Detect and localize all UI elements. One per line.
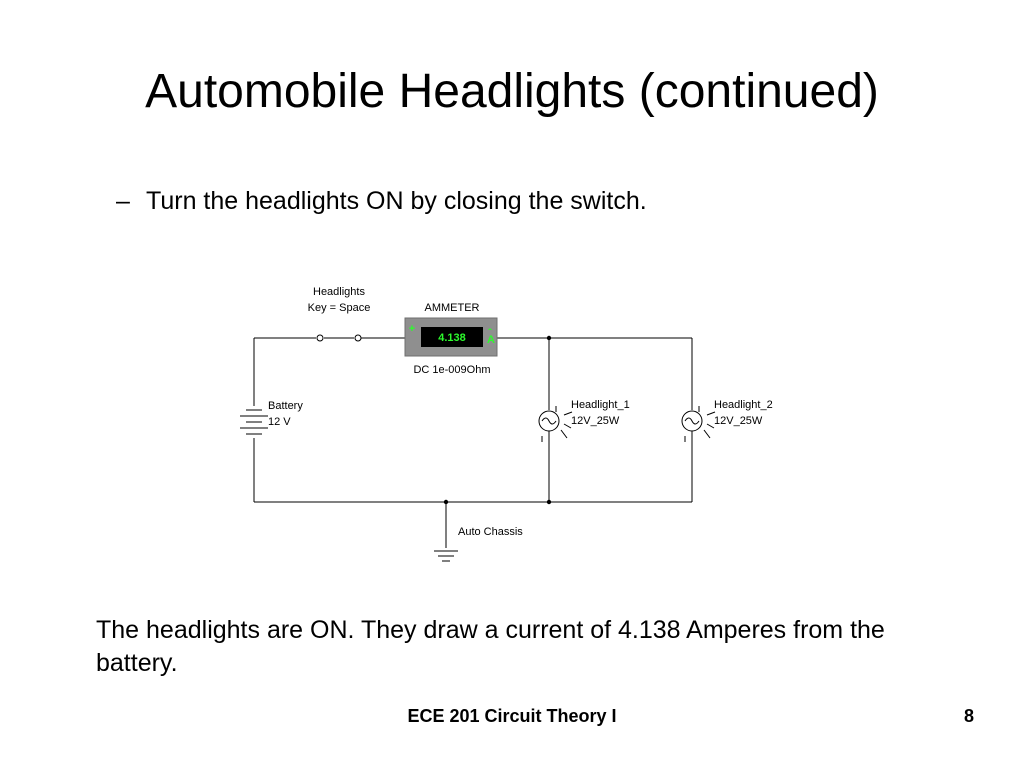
page-number: 8 — [963, 706, 974, 726]
junction-dot — [547, 500, 551, 504]
junction-dot — [547, 336, 551, 340]
battery-name: Battery — [268, 400, 303, 412]
bullet-text: Turn the headlights ON by closing the switch. — [146, 187, 647, 215]
bullet-dash: – — [116, 187, 130, 215]
battery-symbol — [240, 410, 268, 434]
ammeter-unit: A — [487, 334, 495, 346]
headlight-1-rating: 12V_25W — [571, 415, 620, 427]
ground-label: Auto Chassis — [458, 526, 523, 538]
ammeter-mode: DC 1e-009Ohm — [413, 364, 491, 376]
conclusion-text: The headlights are ON. They draw a current of 4.138 Amperes from the battery. — [96, 616, 885, 677]
junction-dot — [444, 500, 448, 504]
headlight-1-name: Headlight_1 — [571, 399, 630, 411]
ammeter-label: AMMETER — [424, 302, 480, 314]
headlight-1-symbol — [539, 406, 572, 442]
battery-voltage: 12 V — [268, 416, 291, 428]
ammeter-plus: + — [408, 323, 416, 335]
footer-course: ECE 201 Circuit Theory I — [407, 706, 617, 726]
headlight-2-rating: 12V_25W — [714, 415, 763, 427]
slide-title: Automobile Headlights (continued) — [145, 65, 879, 118]
ammeter-reading: 4.138 — [438, 332, 466, 344]
ground-symbol — [434, 551, 458, 561]
switch-label-line1: Headlights — [313, 286, 365, 298]
ammeter-minus: - — [488, 323, 492, 335]
circuit-schematic — [230, 278, 810, 578]
headlight-2-symbol — [682, 406, 715, 442]
bullet-item — [116, 186, 647, 216]
switch-label-line2: Key = Space — [307, 302, 371, 314]
headlight-2-name: Headlight_2 — [714, 399, 773, 411]
